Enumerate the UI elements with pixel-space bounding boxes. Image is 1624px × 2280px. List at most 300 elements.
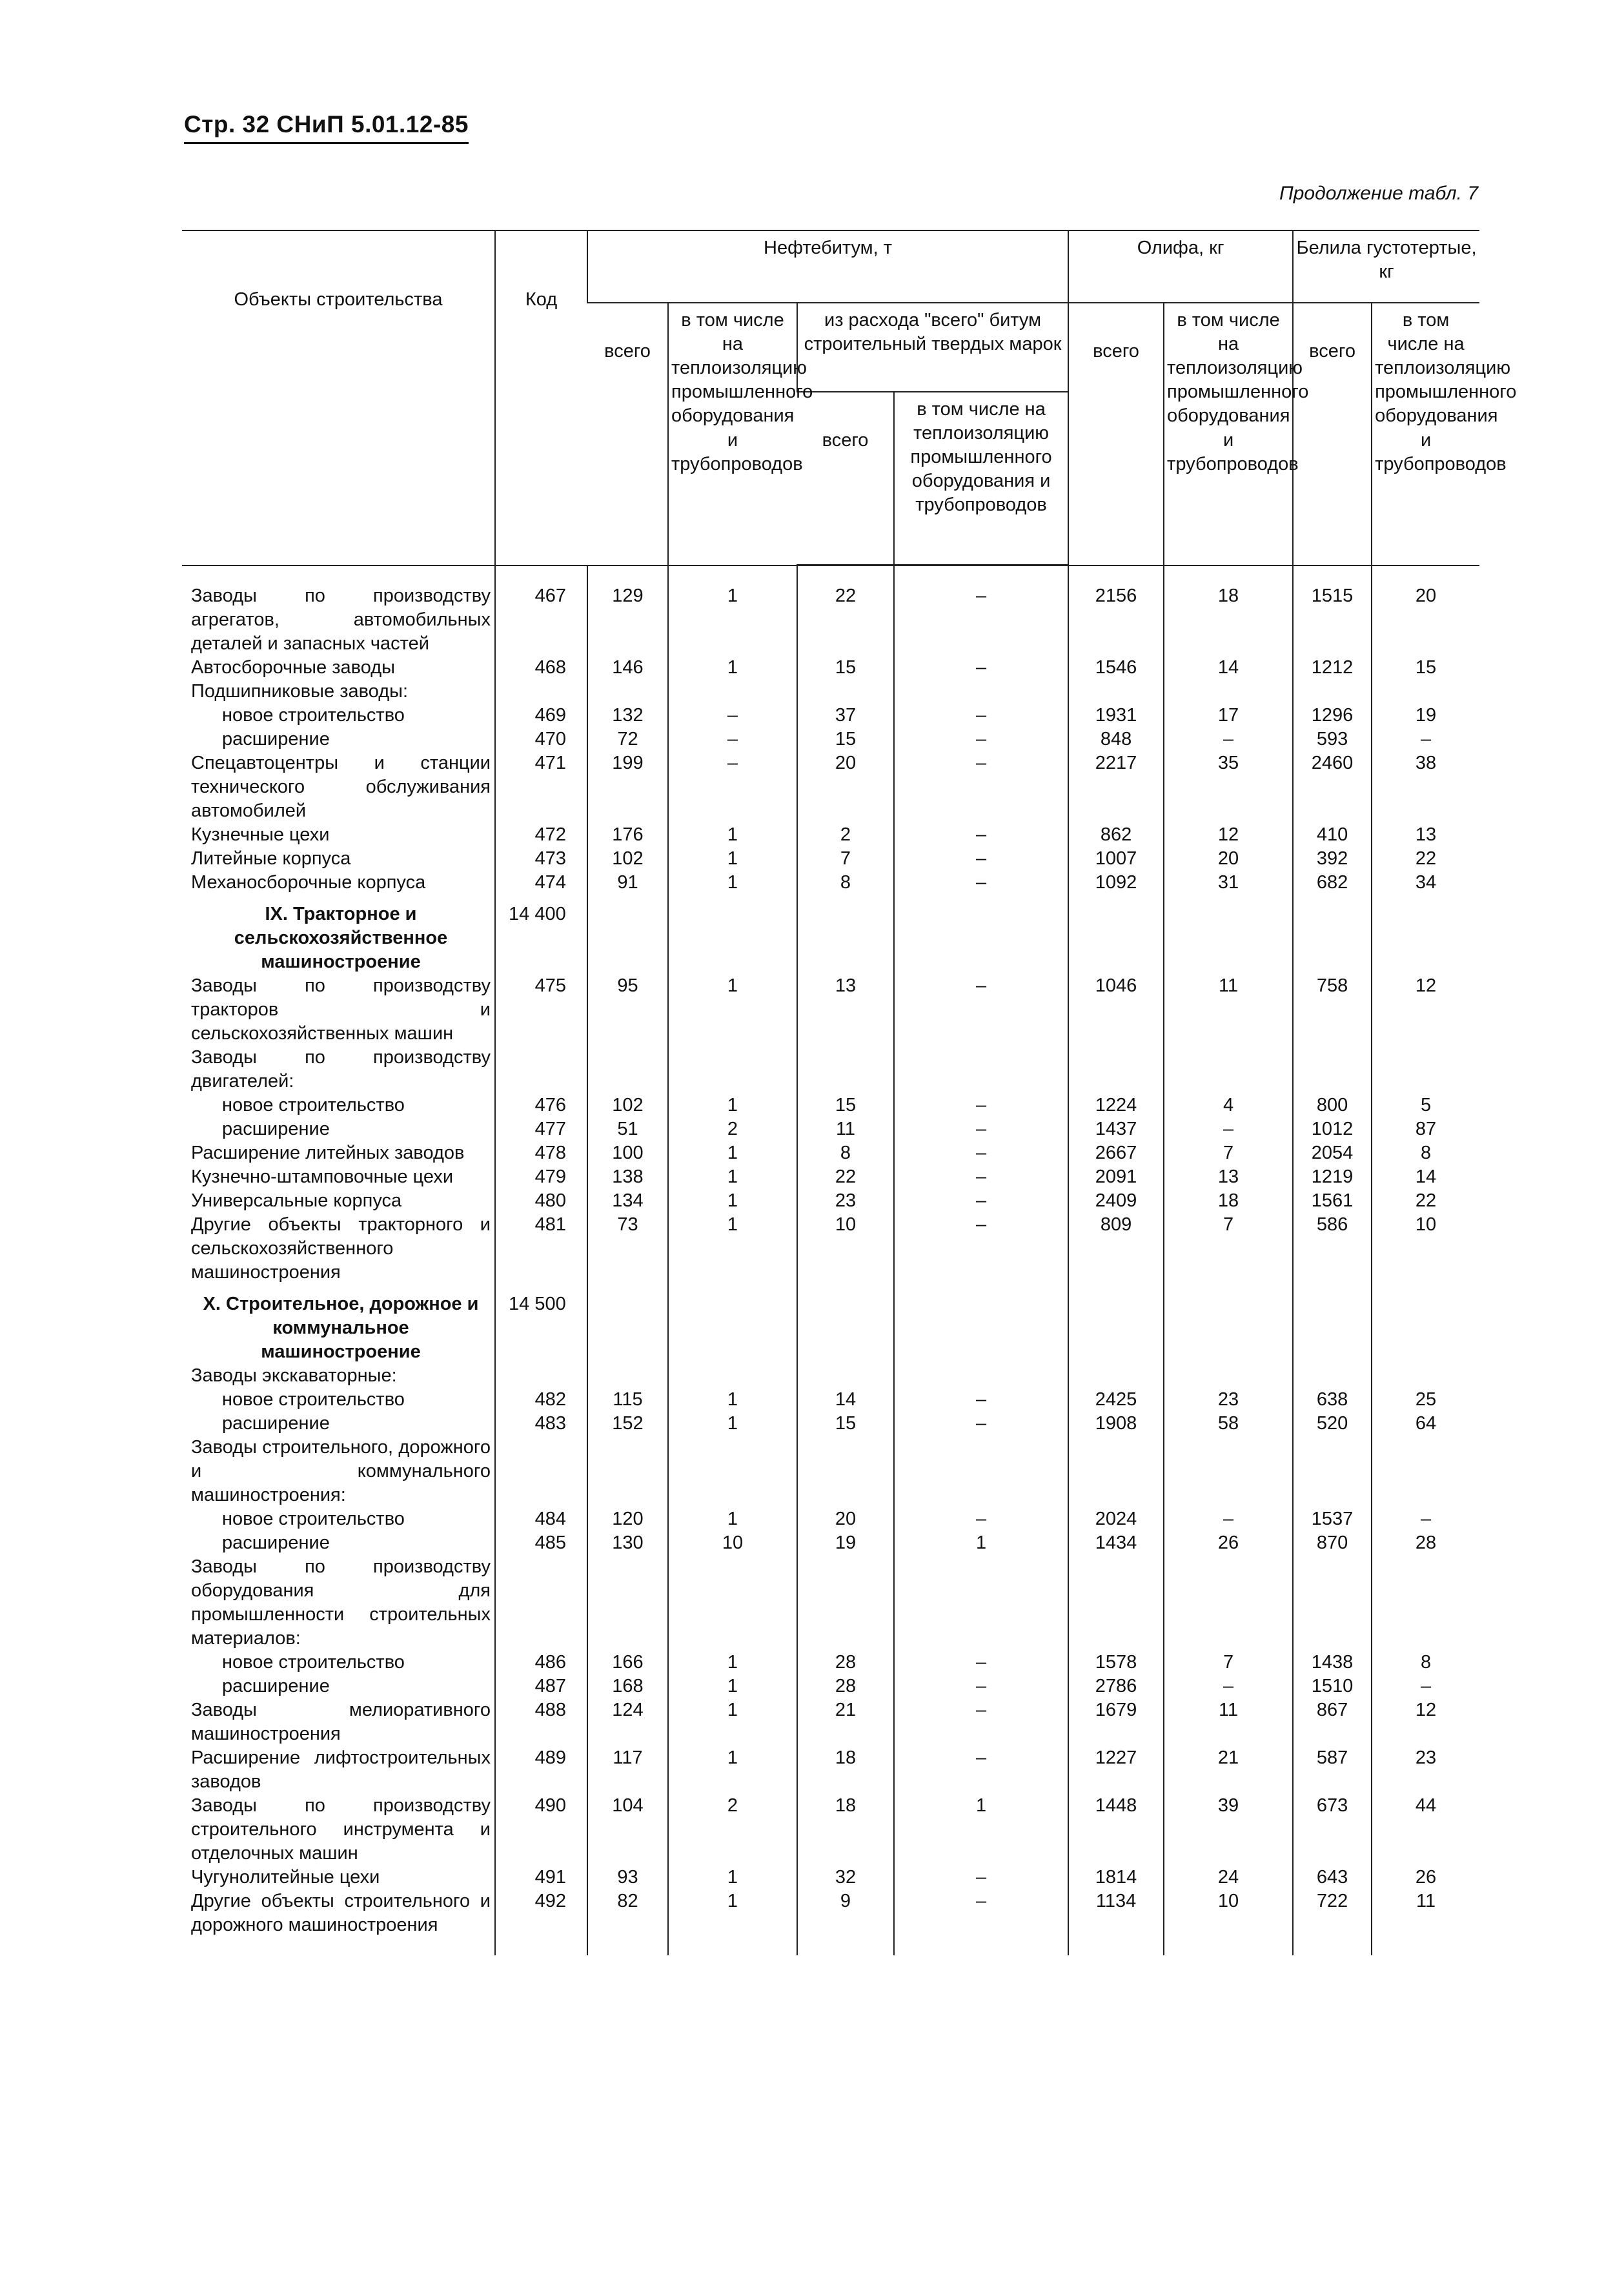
table-row (182, 1794, 1479, 1866)
neftebitum-total-cell: 100 (587, 1141, 668, 1165)
table-row (182, 728, 1479, 751)
bitumen-heat-cell: – (894, 1674, 1068, 1698)
object-name: Заводы по производству агрегатов, автомобильных деталей и запасных частей (191, 585, 491, 654)
object-name: новое строительство (222, 1389, 405, 1410)
olifa-heat-cell: 13 (1164, 1165, 1293, 1189)
olifa-total-cell: 1448 (1068, 1794, 1164, 1866)
olifa-total-cell: 2667 (1068, 1141, 1164, 1165)
bitumen-total-cell: 22 (797, 1165, 894, 1189)
table-header (182, 230, 1517, 565)
object-name: Кузнечно-штамповочные цехи (191, 1166, 454, 1187)
col-bitumen-total: всего (797, 392, 894, 565)
neftebitum-total-cell: 93 (587, 1866, 668, 1889)
table-row (182, 1189, 1479, 1213)
belila-heat-cell: 28 (1372, 1531, 1479, 1555)
belila-total-cell: 1219 (1293, 1165, 1372, 1189)
olifa-heat-cell: 21 (1164, 1746, 1293, 1794)
bitumen-heat-cell: – (894, 1889, 1068, 1937)
belila-total-cell: 673 (1293, 1794, 1372, 1866)
code-cell: 484 (495, 1507, 587, 1531)
belila-total-cell: 520 (1293, 1412, 1372, 1436)
olifa-total-cell: 1437 (1068, 1117, 1164, 1141)
bitumen-heat-cell (894, 1046, 1068, 1094)
neftebitum-heat-cell: 2 (668, 1794, 797, 1866)
code-cell: 492 (495, 1889, 587, 1937)
neftebitum-heat-cell: 1 (668, 1698, 797, 1746)
code-cell: 476 (495, 1094, 587, 1117)
col-olifa-heat: в том числе на теплоизоляцию промышленного оборудования и трубопроводов (1164, 303, 1293, 565)
object-name: расширение (222, 1119, 330, 1139)
neftebitum-total-cell: 130 (587, 1531, 668, 1555)
olifa-total-cell (1068, 1285, 1164, 1364)
object-name: Заводы по производству строительного инструмента и отделочных машин (191, 1795, 491, 1864)
bitumen-total-cell: 23 (797, 1189, 894, 1213)
neftebitum-total-cell (587, 1555, 668, 1651)
neftebitum-total-cell: 124 (587, 1698, 668, 1746)
neftebitum-heat-cell: 1 (668, 1889, 797, 1937)
belila-heat-cell: 11 (1372, 1889, 1479, 1937)
code-cell: 490 (495, 1794, 587, 1866)
code-cell: 486 (495, 1651, 587, 1674)
object-name: Подшипниковые заводы: (191, 681, 409, 702)
belila-total-cell: 682 (1293, 871, 1372, 895)
table-row (182, 1094, 1479, 1117)
col-belila: Белила густотертые, кг (1293, 230, 1479, 303)
olifa-total-cell: 862 (1068, 823, 1164, 847)
neftebitum-total-cell: 120 (587, 1507, 668, 1531)
bitumen-heat-cell (894, 895, 1068, 974)
neftebitum-total-cell: 115 (587, 1388, 668, 1412)
olifa-heat-cell (1164, 1364, 1293, 1388)
table-row (182, 1889, 1479, 1937)
code-cell: 483 (495, 1412, 587, 1436)
olifa-heat-cell (1164, 680, 1293, 704)
bitumen-heat-cell (894, 1285, 1068, 1364)
neftebitum-heat-cell: – (668, 728, 797, 751)
neftebitum-heat-cell: 1 (668, 1674, 797, 1698)
col-bitumen-heat: в том числе на теплоизоляцию промышленного оборудования и трубопроводов (894, 392, 1068, 565)
neftebitum-heat-cell: 1 (668, 871, 797, 895)
section-heading: X. Строительное, дорожное и коммунальное машиностроение (203, 1294, 479, 1362)
code-cell: 491 (495, 1866, 587, 1889)
neftebitum-heat-cell (668, 895, 797, 974)
neftebitum-total-cell (587, 1364, 668, 1388)
belila-heat-cell: 25 (1372, 1388, 1479, 1412)
table-row (182, 584, 1479, 656)
neftebitum-total-cell: 166 (587, 1651, 668, 1674)
table-row (182, 1436, 1479, 1507)
bitumen-heat-cell: – (894, 656, 1068, 680)
bitumen-total-cell: 37 (797, 704, 894, 728)
belila-total-cell: 1510 (1293, 1674, 1372, 1698)
olifa-total-cell: 1007 (1068, 847, 1164, 871)
bitumen-heat-cell: – (894, 1213, 1068, 1285)
table-row (182, 1698, 1479, 1746)
neftebitum-total-cell (587, 895, 668, 974)
belila-total-cell: 1515 (1293, 584, 1372, 656)
bitumen-heat-cell: – (894, 728, 1068, 751)
neftebitum-total-cell: 72 (587, 728, 668, 751)
bitumen-total-cell: 2 (797, 823, 894, 847)
table-row (182, 1285, 1479, 1364)
bitumen-total-cell: 15 (797, 728, 894, 751)
bitumen-total-cell: 10 (797, 1213, 894, 1285)
belila-heat-cell (1372, 680, 1479, 704)
belila-total-cell: 2054 (1293, 1141, 1372, 1165)
code-cell: 471 (495, 751, 587, 823)
olifa-heat-cell (1164, 1436, 1293, 1507)
col-objects: Объекты строительства (182, 230, 495, 565)
neftebitum-total-cell: 51 (587, 1117, 668, 1141)
code-cell: 480 (495, 1189, 587, 1213)
olifa-heat-cell: 20 (1164, 847, 1293, 871)
olifa-heat-cell: 7 (1164, 1213, 1293, 1285)
belila-heat-cell: 38 (1372, 751, 1479, 823)
neftebitum-heat-cell: 1 (668, 656, 797, 680)
olifa-total-cell: 2786 (1068, 1674, 1164, 1698)
object-name: Заводы по производству оборудования для промышленности строительных материалов: (191, 1556, 491, 1649)
belila-heat-cell (1372, 1046, 1479, 1094)
neftebitum-heat-cell: 1 (668, 1388, 797, 1412)
belila-total-cell (1293, 680, 1372, 704)
belila-total-cell: 392 (1293, 847, 1372, 871)
belila-total-cell: 586 (1293, 1213, 1372, 1285)
neftebitum-total-cell (587, 1436, 668, 1507)
neftebitum-total-cell: 129 (587, 584, 668, 656)
olifa-total-cell (1068, 1555, 1164, 1651)
belila-heat-cell: 44 (1372, 1794, 1479, 1866)
table-row (182, 1746, 1479, 1794)
neftebitum-total-cell: 199 (587, 751, 668, 823)
bitumen-heat-cell (894, 1364, 1068, 1388)
object-name: Кузнечные цехи (191, 824, 330, 845)
belila-total-cell: 2460 (1293, 751, 1372, 823)
belila-total-cell: 758 (1293, 974, 1372, 1046)
col-neftebitum-total: всего (587, 303, 668, 565)
table-row (182, 1141, 1479, 1165)
belila-heat-cell (1372, 895, 1479, 974)
col-bitumen-grades: из расхода "всего" битум строительный твердых марок (797, 303, 1068, 392)
olifa-heat-cell (1164, 1555, 1293, 1651)
olifa-heat-cell: 17 (1164, 704, 1293, 728)
bitumen-total-cell: 18 (797, 1746, 894, 1794)
olifa-heat-cell: 18 (1164, 584, 1293, 656)
bitumen-total-cell (797, 680, 894, 704)
olifa-total-cell: 1908 (1068, 1412, 1164, 1436)
olifa-heat-cell: 18 (1164, 1189, 1293, 1213)
bitumen-total-cell (797, 1285, 894, 1364)
belila-heat-cell (1372, 1364, 1479, 1388)
table-row (182, 871, 1479, 895)
bitumen-total-cell (797, 1364, 894, 1388)
belila-heat-cell: 10 (1372, 1213, 1479, 1285)
olifa-heat-cell (1164, 1046, 1293, 1094)
olifa-total-cell (1068, 895, 1164, 974)
bitumen-total-cell: 28 (797, 1674, 894, 1698)
bitumen-heat-cell: – (894, 1141, 1068, 1165)
bitumen-heat-cell: – (894, 1698, 1068, 1746)
bitumen-total-cell (797, 895, 894, 974)
bitumen-total-cell: 21 (797, 1698, 894, 1746)
object-name: Расширение литейных заводов (191, 1143, 465, 1163)
col-code: Код (495, 230, 587, 565)
olifa-total-cell: 1931 (1068, 704, 1164, 728)
bitumen-total-cell: 11 (797, 1117, 894, 1141)
belila-heat-cell: 5 (1372, 1094, 1479, 1117)
belila-total-cell: 410 (1293, 823, 1372, 847)
col-belila-heat: в том числе на теплоизоляцию промышленного оборудования и трубопроводов (1372, 303, 1479, 565)
olifa-heat-cell: 39 (1164, 1794, 1293, 1866)
belila-heat-cell: – (1372, 728, 1479, 751)
olifa-heat-cell: 31 (1164, 871, 1293, 895)
bitumen-heat-cell: – (894, 1507, 1068, 1531)
belila-heat-cell: 14 (1372, 1165, 1479, 1189)
olifa-heat-cell (1164, 1285, 1293, 1364)
neftebitum-heat-cell: 10 (668, 1531, 797, 1555)
bitumen-total-cell: 18 (797, 1794, 894, 1866)
bitumen-heat-cell: – (894, 1388, 1068, 1412)
col-belila-total: всего (1293, 303, 1372, 565)
neftebitum-total-cell: 176 (587, 823, 668, 847)
belila-heat-cell: 15 (1372, 656, 1479, 680)
object-name: Чугунолитейные цехи (191, 1867, 380, 1888)
olifa-total-cell: 1092 (1068, 871, 1164, 895)
bitumen-total-cell: 20 (797, 1507, 894, 1531)
table-row (182, 895, 1479, 974)
olifa-total-cell: 1224 (1068, 1094, 1164, 1117)
olifa-total-cell: 1046 (1068, 974, 1164, 1046)
belila-total-cell: 800 (1293, 1094, 1372, 1117)
belila-total-cell (1293, 1285, 1372, 1364)
olifa-total-cell: 2024 (1068, 1507, 1164, 1531)
bitumen-heat-cell: 1 (894, 1531, 1068, 1555)
code-cell: 477 (495, 1117, 587, 1141)
neftebitum-total-cell: 168 (587, 1674, 668, 1698)
belila-total-cell: 1296 (1293, 704, 1372, 728)
belila-heat-cell: 19 (1372, 704, 1479, 728)
bitumen-heat-cell: – (894, 847, 1068, 871)
table-row (182, 1866, 1479, 1889)
belila-total-cell: 870 (1293, 1531, 1372, 1555)
belila-heat-cell: 20 (1372, 584, 1479, 656)
olifa-heat-cell: 7 (1164, 1141, 1293, 1165)
olifa-heat-cell: 10 (1164, 1889, 1293, 1937)
table-row (182, 656, 1479, 680)
olifa-total-cell: 2409 (1068, 1189, 1164, 1213)
bitumen-heat-cell: – (894, 1866, 1068, 1889)
belila-total-cell: 638 (1293, 1388, 1372, 1412)
object-name: Универсальные корпуса (191, 1190, 402, 1211)
code-cell: 470 (495, 728, 587, 751)
bitumen-total-cell: 15 (797, 1094, 894, 1117)
col-neftebitum-heat: в том числе на теплоизоляцию промышленного оборудования и трубопроводов (668, 303, 797, 565)
olifa-total-cell: 2156 (1068, 584, 1164, 656)
bitumen-total-cell: 7 (797, 847, 894, 871)
table-row (182, 1213, 1479, 1285)
bitumen-heat-cell (894, 1436, 1068, 1507)
neftebitum-total-cell: 82 (587, 1889, 668, 1937)
olifa-total-cell: 1578 (1068, 1651, 1164, 1674)
olifa-total-cell: 1434 (1068, 1531, 1164, 1555)
neftebitum-heat-cell (668, 680, 797, 704)
neftebitum-heat-cell (668, 1436, 797, 1507)
code-cell: 14 500 (495, 1285, 587, 1364)
belila-heat-cell: 23 (1372, 1746, 1479, 1794)
object-name: Автосборочные заводы (191, 657, 395, 678)
neftebitum-heat-cell (668, 1555, 797, 1651)
code-cell: 479 (495, 1165, 587, 1189)
bitumen-heat-cell: – (894, 1412, 1068, 1436)
olifa-total-cell: 1134 (1068, 1889, 1164, 1937)
olifa-total-cell: 2091 (1068, 1165, 1164, 1189)
object-name: Другие объекты строительного и дорожного машиностроения (191, 1891, 491, 1935)
table-continuation-note: Продолжение табл. 7 (1279, 183, 1478, 204)
bitumen-total-cell (797, 1436, 894, 1507)
object-name: новое строительство (222, 705, 405, 726)
belila-total-cell: 1561 (1293, 1189, 1372, 1213)
bitumen-heat-cell (894, 680, 1068, 704)
code-cell: 487 (495, 1674, 587, 1698)
bitumen-heat-cell: – (894, 974, 1068, 1046)
olifa-heat-cell: 23 (1164, 1388, 1293, 1412)
neftebitum-heat-cell: 1 (668, 847, 797, 871)
neftebitum-total-cell: 146 (587, 656, 668, 680)
table-row (182, 1412, 1479, 1436)
olifa-heat-cell: 24 (1164, 1866, 1293, 1889)
bitumen-total-cell: 8 (797, 1141, 894, 1165)
belila-heat-cell: 22 (1372, 1189, 1479, 1213)
belila-total-cell: 643 (1293, 1866, 1372, 1889)
belila-heat-cell (1372, 1555, 1479, 1651)
neftebitum-heat-cell: 1 (668, 1507, 797, 1531)
bitumen-total-cell: 19 (797, 1531, 894, 1555)
olifa-heat-cell: 14 (1164, 656, 1293, 680)
olifa-total-cell: 848 (1068, 728, 1164, 751)
code-cell (495, 1364, 587, 1388)
bitumen-heat-cell: – (894, 1165, 1068, 1189)
belila-heat-cell: – (1372, 1507, 1479, 1531)
table-row (182, 1507, 1479, 1531)
col-neftebitum: Нефтебитум, т (587, 230, 1068, 303)
olifa-heat-cell: 12 (1164, 823, 1293, 847)
running-head: Стр. 32 СНиП 5.01.12-85 (184, 111, 469, 144)
belila-total-cell: 1212 (1293, 656, 1372, 680)
belila-total-cell: 1537 (1293, 1507, 1372, 1531)
bitumen-total-cell (797, 1555, 894, 1651)
object-name: Литейные корпуса (191, 848, 351, 869)
neftebitum-heat-cell: 1 (668, 1746, 797, 1794)
code-cell (495, 680, 587, 704)
olifa-heat-cell: 7 (1164, 1651, 1293, 1674)
belila-heat-cell: 12 (1372, 1698, 1479, 1746)
code-cell: 472 (495, 823, 587, 847)
bitumen-heat-cell: – (894, 1117, 1068, 1141)
table-row (182, 1117, 1479, 1141)
belila-total-cell: 1012 (1293, 1117, 1372, 1141)
object-name: Механосборочные корпуса (191, 872, 426, 893)
belila-heat-cell: 8 (1372, 1141, 1479, 1165)
object-name: расширение (222, 729, 330, 749)
bitumen-total-cell: 8 (797, 871, 894, 895)
code-cell: 467 (495, 584, 587, 656)
belila-heat-cell: 34 (1372, 871, 1479, 895)
neftebitum-heat-cell (668, 1364, 797, 1388)
table-row (182, 823, 1479, 847)
code-cell: 475 (495, 974, 587, 1046)
bitumen-total-cell: 15 (797, 656, 894, 680)
object-name: Заводы строительного, дорожного и коммунального машиностроения: (191, 1437, 491, 1505)
code-cell: 485 (495, 1531, 587, 1555)
bitumen-heat-cell: – (894, 584, 1068, 656)
neftebitum-total-cell (587, 1046, 668, 1094)
olifa-heat-cell: – (1164, 1674, 1293, 1698)
olifa-total-cell (1068, 1046, 1164, 1094)
belila-total-cell: 867 (1293, 1698, 1372, 1746)
neftebitum-total-cell: 117 (587, 1746, 668, 1794)
belila-total-cell (1293, 1046, 1372, 1094)
neftebitum-total-cell: 102 (587, 847, 668, 871)
neftebitum-total-cell: 138 (587, 1165, 668, 1189)
table-row (182, 1388, 1479, 1412)
bitumen-heat-cell: – (894, 704, 1068, 728)
code-cell: 474 (495, 871, 587, 895)
neftebitum-heat-cell (668, 1046, 797, 1094)
code-cell: 468 (495, 656, 587, 680)
object-name: расширение (222, 1676, 330, 1696)
table-row (182, 704, 1479, 728)
olifa-heat-cell: – (1164, 1507, 1293, 1531)
table-row (182, 1651, 1479, 1674)
object-name: расширение (222, 1413, 330, 1434)
belila-total-cell: 593 (1293, 728, 1372, 751)
belila-total-cell: 722 (1293, 1889, 1372, 1937)
col-olifa-total: всего (1068, 303, 1164, 565)
olifa-heat-cell: 11 (1164, 1698, 1293, 1746)
bitumen-total-cell: 22 (797, 584, 894, 656)
belila-total-cell (1293, 895, 1372, 974)
bitumen-total-cell: 20 (797, 751, 894, 823)
neftebitum-heat-cell (668, 1285, 797, 1364)
object-name: Заводы мелиоративного машиностроения (191, 1700, 491, 1744)
neftebitum-total-cell: 102 (587, 1094, 668, 1117)
object-name: новое строительство (222, 1652, 405, 1673)
neftebitum-total-cell: 132 (587, 704, 668, 728)
olifa-heat-cell: – (1164, 1117, 1293, 1141)
olifa-heat-cell: 58 (1164, 1412, 1293, 1436)
neftebitum-heat-cell: 1 (668, 1866, 797, 1889)
belila-total-cell: 587 (1293, 1746, 1372, 1794)
neftebitum-heat-cell: 1 (668, 1165, 797, 1189)
bitumen-total-cell: 15 (797, 1412, 894, 1436)
neftebitum-heat-cell: 1 (668, 1412, 797, 1436)
belila-heat-cell: 87 (1372, 1117, 1479, 1141)
olifa-total-cell: 809 (1068, 1213, 1164, 1285)
belila-total-cell: 1438 (1293, 1651, 1372, 1674)
neftebitum-heat-cell: 1 (668, 584, 797, 656)
object-name: Расширение лифтостроительных заводов (191, 1747, 491, 1792)
code-cell: 473 (495, 847, 587, 871)
bitumen-heat-cell (894, 1555, 1068, 1651)
belila-heat-cell: 8 (1372, 1651, 1479, 1674)
table-row (182, 1364, 1479, 1388)
neftebitum-total-cell: 104 (587, 1794, 668, 1866)
belila-heat-cell (1372, 1285, 1479, 1364)
bitumen-heat-cell: – (894, 1651, 1068, 1674)
code-cell: 478 (495, 1141, 587, 1165)
belila-total-cell (1293, 1555, 1372, 1651)
code-cell (495, 1555, 587, 1651)
belila-heat-cell: 13 (1372, 823, 1479, 847)
